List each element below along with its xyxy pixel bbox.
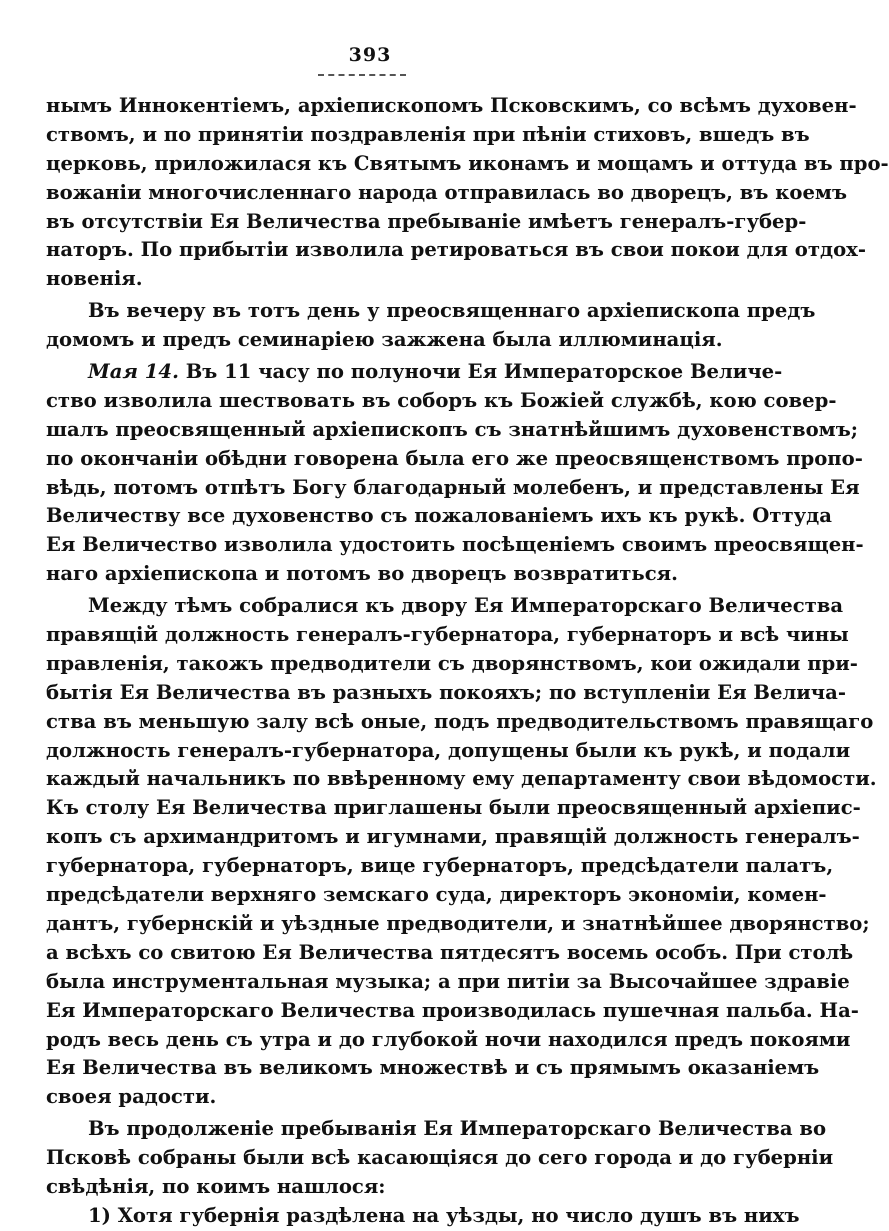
text-line: Ея Величества въ великомъ множествѣ и съ прямымъ оказаніемъ [46,1056,820,1080]
text-line: Между тѣмъ собралися къ двору Ея Императорскаго Величества [88,594,844,618]
text-line: Мая 14. Въ 11 часу по полуночи Ея Императорское Величе- [88,360,783,384]
text-line: правящій должность генералъ-губернатора, губернаторъ и всѣ чины [46,623,849,647]
text-line: въ отсутствіи Ея Величества пребываніе имѣетъ генералъ-губер- [46,209,807,233]
text-line: наторъ. По прибытіи изволила ретироваться въ свои покои для отдох- [46,238,866,262]
text-line: домомъ и предъ семинаріею зажжена была иллюминація. [46,328,723,352]
paragraph-arrival [46,92,889,294]
text-line: нымъ Иннокентіемъ, архіепископомъ Псковскимъ, со всѣмъ духовен- [46,94,857,117]
paragraph-court-gathering [46,592,877,1112]
text-line: дантъ, губернскій и уѣздные предводители, и знатнѣйшее дворянство; [46,911,870,935]
text-line: наго архіепископа и потомъ во дворецъ возвратиться. [46,562,678,586]
text-line: 1) Хотя губернія раздѣлена на уѣзды, но число душъ въ нихъ [88,1203,800,1227]
text-line: Величеству все духовенство съ пожалованіемъ ихъ къ рукѣ. Оттуда [46,504,832,528]
text-line: ствомъ, и по принятіи поздравленія при пѣніи стиховъ, вшедъ въ [46,122,810,146]
text-line: Псковѣ собраны были всѣ касающіяся до сего города и до губерніи [46,1146,834,1170]
text-line: новенія. [46,267,143,291]
text-line: каждый начальникъ по ввѣренному ему департаменту свои вѣдомости. [46,767,877,791]
text-line: копъ съ архимандритомъ и игумнами, правящій должность генералъ- [46,825,860,849]
page-text [46,92,889,1231]
text-line: должность генералъ-губернатора, допущены были къ рукѣ, и подали [46,738,851,762]
text-line: предсѣдатели верхняго земскаго суда, директоръ экономіи, комен- [46,883,827,907]
text-line: свѣдѣнія, по коимъ нашлося: [46,1174,386,1198]
text-line: вѣдь, потомъ отпѣтъ Богу благодарный молебенъ, и представлены Ея [46,475,860,499]
text-line: своея радости. [46,1085,217,1109]
text-line: ства въ меньшую залу всѣ оные, подъ предводительствомъ правящаго [46,709,874,733]
paragraph-illumination [46,297,816,355]
text-line: Ея Величество изволила удостоить посѣщеніемъ своимъ преосвящен- [46,533,864,557]
text-line: ство изволила шествовать въ соборъ къ Божіей службѣ, кою совер- [46,388,837,412]
page-number-rule [318,74,406,76]
paragraph-may-14 [46,358,864,589]
text-line: по окончаніи обѣдни говорена была его же преосвященствомъ пропо- [46,446,863,470]
text-line: родъ весь день съ утра и до глубокой ночи находился предъ покоями [46,1027,851,1051]
text-line: шалъ преосвященный архіепископъ съ знатнѣйшимъ духовенствомъ; [46,417,858,441]
paragraph-information-gathered [46,1115,834,1202]
text-line: правленія, такожъ предводители съ дворянствомъ, кои ожидали при- [46,651,858,675]
page-number: 393 [348,44,392,66]
text-line: Въ продолженіе пребыванія Ея Императорскаго Величества во [88,1117,827,1141]
text-line: Къ столу Ея Величества приглашены были преосвященный архіепис- [46,796,861,820]
text-line: Въ вечеру въ тотъ день у преосвященнаго архіепископа предъ [88,299,816,323]
text-line: церковь, приложилася къ Святымъ иконамъ и мощамъ и оттуда въ про- [46,151,889,175]
text-line: была инструментальная музыка; а при питіи за Высочайшее здравіе [46,969,850,993]
text-line: а всѣхъ со свитою Ея Величества пятдесятъ восемь особъ. При столѣ [46,940,854,964]
text-line: губернатора, губернаторъ, вице губернаторъ, предсѣдатели палатъ, [46,854,834,878]
text-line: Ея Императорскаго Величества производилась пушечная пальба. На- [46,998,859,1022]
text-line: вожаніи многочисленнаго народа отправилась во дворецъ, въ коемъ [46,180,847,204]
date-heading: Мая 14. [88,360,179,384]
paragraph-item-1 [46,1202,800,1231]
text-line: бытія Ея Величества въ разныхъ покояхъ; по вступленіи Ея Велича- [46,680,846,704]
